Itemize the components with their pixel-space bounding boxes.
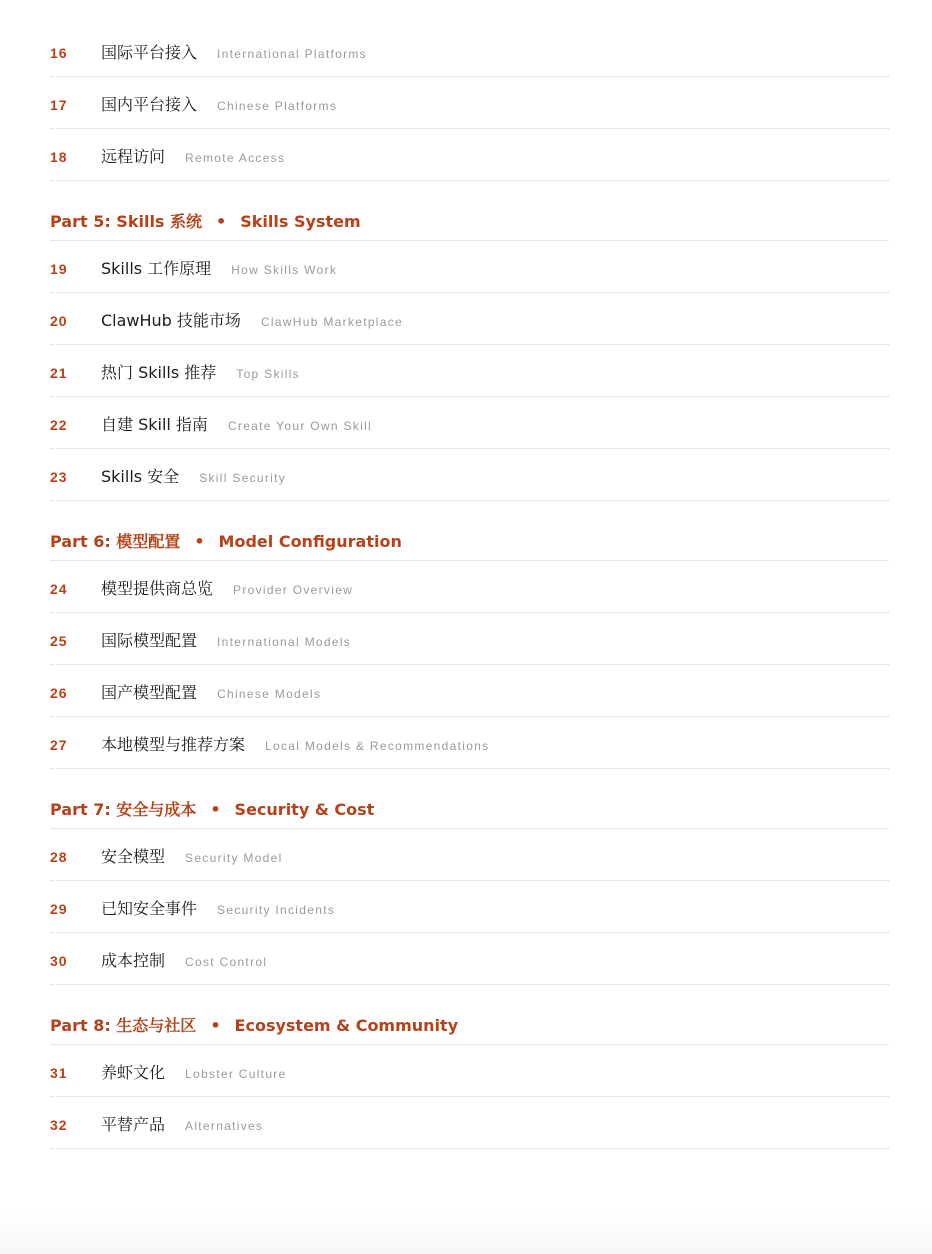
chapter-title-en: Top Skills (236, 367, 300, 381)
chapter-number: 23 (50, 469, 68, 485)
chapter-title-cn: 国际平台接入 (101, 43, 198, 62)
chapter-title-cn: 国产模型配置 (101, 683, 198, 702)
chapter-number: 25 (50, 633, 68, 649)
chapter-number: 26 (50, 685, 68, 701)
chapter-number: 20 (50, 313, 68, 329)
chapter-title-cn: 平替产品 (101, 1115, 166, 1134)
chapter-title-en: Local Models & Recommendations (265, 739, 490, 753)
chapter-title-cn: 热门 Skills 推荐 (101, 363, 217, 382)
chapter-number: 19 (50, 261, 68, 277)
chapter-title-en: Alternatives (185, 1119, 264, 1133)
chapter-title-cn: ClawHub 技能市场 (101, 311, 241, 330)
chapter-number: 29 (50, 901, 68, 917)
toc-entry[interactable] (50, 613, 889, 665)
chapter-number: 28 (50, 849, 68, 865)
chapter-number: 32 (50, 1117, 68, 1133)
chapter-number: 18 (50, 149, 68, 165)
part-title-cn: Part 6: 模型配置 (50, 532, 181, 551)
part-title-en: Security & Cost (234, 800, 375, 819)
toc-entry[interactable] (50, 25, 889, 77)
chapter-title-en: International Platforms (217, 47, 367, 61)
chapter-number: 30 (50, 953, 68, 969)
toc-entry[interactable] (50, 397, 889, 449)
part-separator-dot: • (210, 800, 221, 819)
toc-entry[interactable] (50, 881, 889, 933)
part-heading (50, 501, 889, 561)
toc-entry[interactable] (50, 717, 889, 769)
toc-entry[interactable] (50, 1045, 889, 1097)
chapter-number: 27 (50, 737, 68, 753)
chapter-title-cn: Skills 安全 (101, 467, 180, 486)
part-title-en: Model Configuration (218, 532, 402, 551)
chapter-title-cn: 国内平台接入 (101, 95, 198, 114)
chapter-title-cn: 已知安全事件 (101, 899, 198, 918)
chapter-number: 31 (50, 1065, 68, 1081)
chapter-title-en: Chinese Platforms (217, 99, 338, 113)
toc-entry[interactable] (50, 241, 889, 293)
chapter-number: 17 (50, 97, 68, 113)
toc-entry[interactable] (50, 933, 889, 985)
chapter-title-cn: 安全模型 (101, 847, 166, 866)
part-title-cn: Part 8: 生态与社区 (50, 1016, 197, 1035)
chapter-title-en: Skill Security (199, 471, 287, 485)
part-title-en: Skills System (240, 212, 361, 231)
part-title-cn: Part 7: 安全与成本 (50, 800, 197, 819)
chapter-title-cn: 自建 Skill 指南 (101, 415, 208, 434)
chapter-title-en: Chinese Models (217, 687, 322, 701)
page-bottom-shade (0, 1212, 932, 1254)
chapter-title-cn: 养虾文化 (101, 1063, 166, 1082)
chapter-number: 24 (50, 581, 68, 597)
part-separator-dot: • (194, 532, 205, 551)
chapter-title-cn: 成本控制 (101, 951, 166, 970)
chapter-number: 16 (50, 45, 68, 61)
chapter-number: 21 (50, 365, 68, 381)
chapter-title-en: Create Your Own Skill (227, 419, 372, 433)
chapter-title-en: International Models (217, 635, 352, 649)
chapter-title-en: Security Model (185, 851, 283, 865)
toc-entry[interactable] (50, 293, 889, 345)
toc-entry[interactable] (50, 77, 889, 129)
toc-entry[interactable] (50, 345, 889, 397)
part-heading (50, 769, 889, 829)
table-of-contents (50, 25, 889, 1149)
toc-entry[interactable] (50, 449, 889, 501)
chapter-title-cn: 模型提供商总览 (101, 579, 214, 598)
chapter-title-en: Lobster Culture (185, 1067, 287, 1081)
part-separator-dot: • (210, 1016, 221, 1035)
chapter-title-en: Provider Overview (233, 583, 354, 597)
chapter-title-en: Security Incidents (217, 903, 336, 917)
chapter-title-en: ClawHub Marketplace (260, 315, 404, 329)
chapter-title-cn: Skills 工作原理 (101, 259, 212, 278)
toc-entry[interactable] (50, 829, 889, 881)
part-separator-dot: • (216, 212, 227, 231)
part-heading (50, 181, 889, 241)
chapter-title-en: Remote Access (185, 151, 286, 165)
toc-entry[interactable] (50, 665, 889, 717)
chapter-title-cn: 本地模型与推荐方案 (101, 735, 246, 754)
toc-entry[interactable] (50, 561, 889, 613)
chapter-title-cn: 国际模型配置 (101, 631, 198, 650)
part-title-en: Ecosystem & Community (234, 1016, 459, 1035)
part-title-cn: Part 5: Skills 系统 (50, 212, 203, 231)
chapter-number: 22 (50, 417, 68, 433)
chapter-title-en: Cost Control (185, 955, 268, 969)
toc-entry[interactable] (50, 129, 889, 181)
toc-entry[interactable] (50, 1097, 889, 1149)
chapter-title-cn: 远程访问 (101, 147, 166, 166)
chapter-title-en: How Skills Work (231, 263, 338, 277)
part-heading (50, 985, 889, 1045)
